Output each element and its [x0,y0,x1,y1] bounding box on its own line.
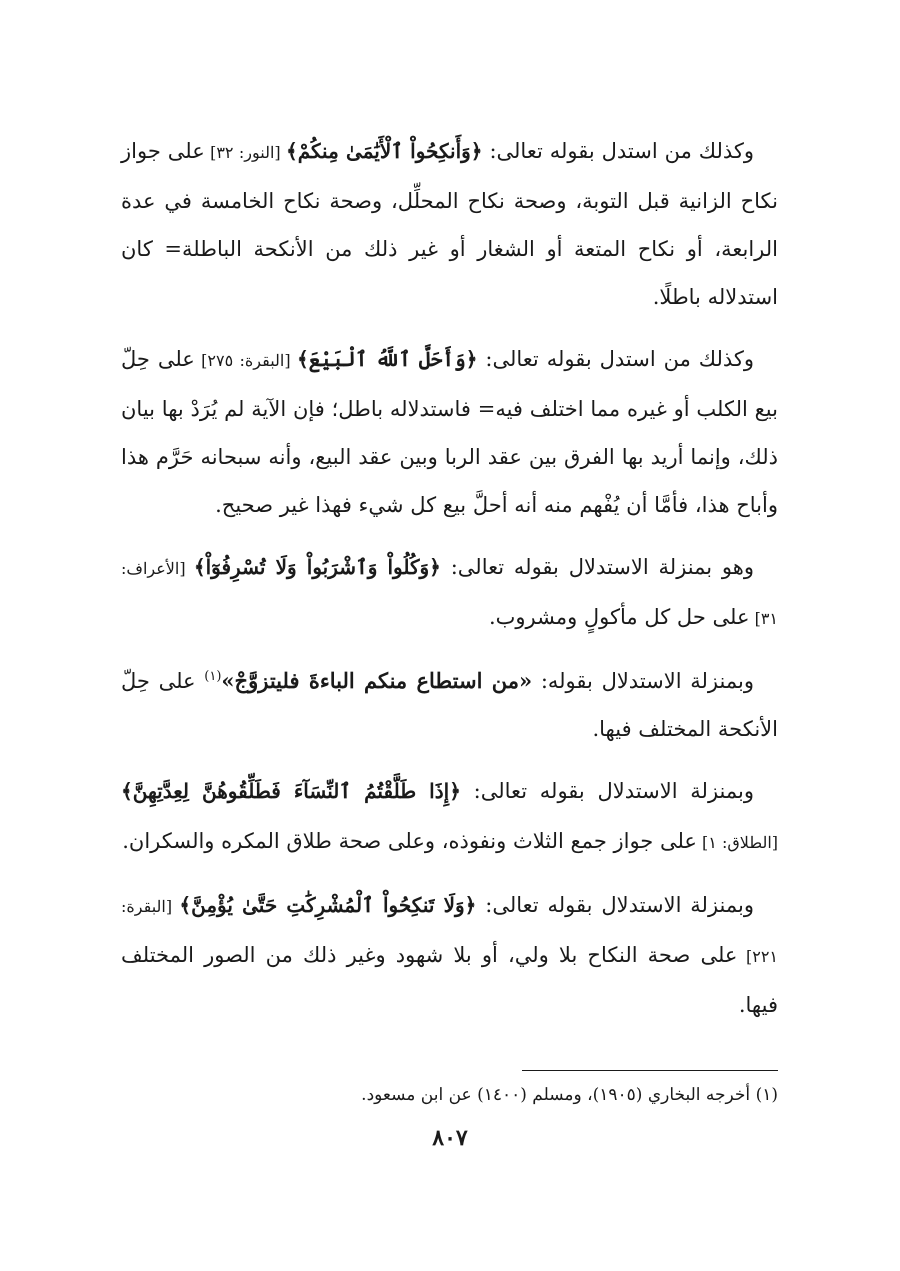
footnote [121,1082,778,1108]
paragraph-text: على حِلّ الأنكحة المختلف فيها. [121,669,778,741]
paragraph-lead: وبمنزلة الاستدلال بقوله: [532,669,754,693]
verse-reference: [الأعراف: ٣١] [121,559,778,628]
quran-verse: ﴿وَأَنكِحُواْ ٱلْأَيَٰمَىٰ مِنكُمْ﴾ [285,139,483,163]
quran-verse: ﴿إِذَا طَلَّقْتُمُ ٱلنِّسَآءَ فَطَلِّقُوهُنَّ لِعِدَّتِهِنَّ﴾ [121,779,461,803]
footnote-text: أخرجه البخاري (١٩٠٥)، ومسلم (١٤٠٠) عن ابن مسعود. [361,1085,751,1105]
page-body [121,127,778,1043]
quran-verse: ﴿وَأَحَلَّ ٱللَّهُ ٱلْبَيْعَ﴾ [296,347,478,371]
paragraph-3 [121,543,778,643]
paragraph-text: على حل كل مأكولٍ ومشروب. [488,605,750,629]
paragraph-lead: وكذلك من استدل بقوله تعالى: [477,347,755,371]
footnote-reference[interactable]: (١) [204,669,222,684]
quran-verse: ﴿وَلَا تَنكِحُواْ ٱلْمُشْرِكَٰتِ حَتَّىٰ يُؤْمِنَّ﴾ [179,893,477,917]
verse-reference: [البقرة: ٢٢١] [121,897,778,966]
paragraph-2 [121,335,778,529]
paragraph-lead: وكذلك من استدل بقوله تعالى: [482,139,755,163]
paragraph-text: على جواز جمع الثلاث ونفوذه، وعلى صحة طلاق المكره والسكران. [122,829,697,853]
verse-reference: [النور: ٣٢] [204,143,286,162]
paragraph-4 [121,657,778,753]
page-number: ٨٠٧ [432,1125,468,1151]
footnote-marker: (١) [755,1085,778,1105]
paragraph-lead: وبمنزلة الاستدلال بقوله تعالى: [476,893,754,917]
footnote-divider [522,1070,778,1071]
paragraph-5 [121,767,778,867]
paragraph-6 [121,881,778,1029]
verse-reference: [الطلاق: ١] [696,833,778,852]
hadith-quote: «من استطاع منكم الباءةَ فليتزوَّجْ» [221,668,533,693]
paragraph-text: على جواز نكاح الزانية قبل التوبة، وصحة نكاح المحلِّل، وصحة نكاح الخامسة في عدة الرابعة، أو نكاح المتعة أو الشغار أو غير ذلك من الأنكحة الباطلة= كان استدلاله باطلًا. [121,139,778,309]
paragraph-1 [121,127,778,321]
paragraph-lead: وهو بمنزلة الاستدلال بقوله تعالى: [440,555,754,579]
paragraph-lead: وبمنزلة الاستدلال بقوله تعالى: [460,779,755,803]
quran-verse: ﴿وَكُلُواْ وَٱشْرَبُواْ وَلَا تُسْرِفُوٓاْ﴾ [193,555,441,579]
verse-reference: [البقرة: ٢٧٥] [194,351,297,370]
paragraph-text: على حِلّ بيع الكلب أو غيره مما اختلف فيه= فاستدلاله باطل؛ فإن الآية لم يُرَدْ بها بيان ذلك، وإنما أريد بها الفرق بين عقد الربا وبين عقد البيع، وأنه سبحانه حَرَّم هذا وأباح هذا، فأمَّا أن يُفْهم منه أنه أحلَّ بيع كل شيء فهذا غير صحيح. [121,347,778,517]
paragraph-text: على صحة النكاح بلا ولي، أو بلا شهود وغير ذلك من الصور المختلف فيها. [121,943,778,1017]
